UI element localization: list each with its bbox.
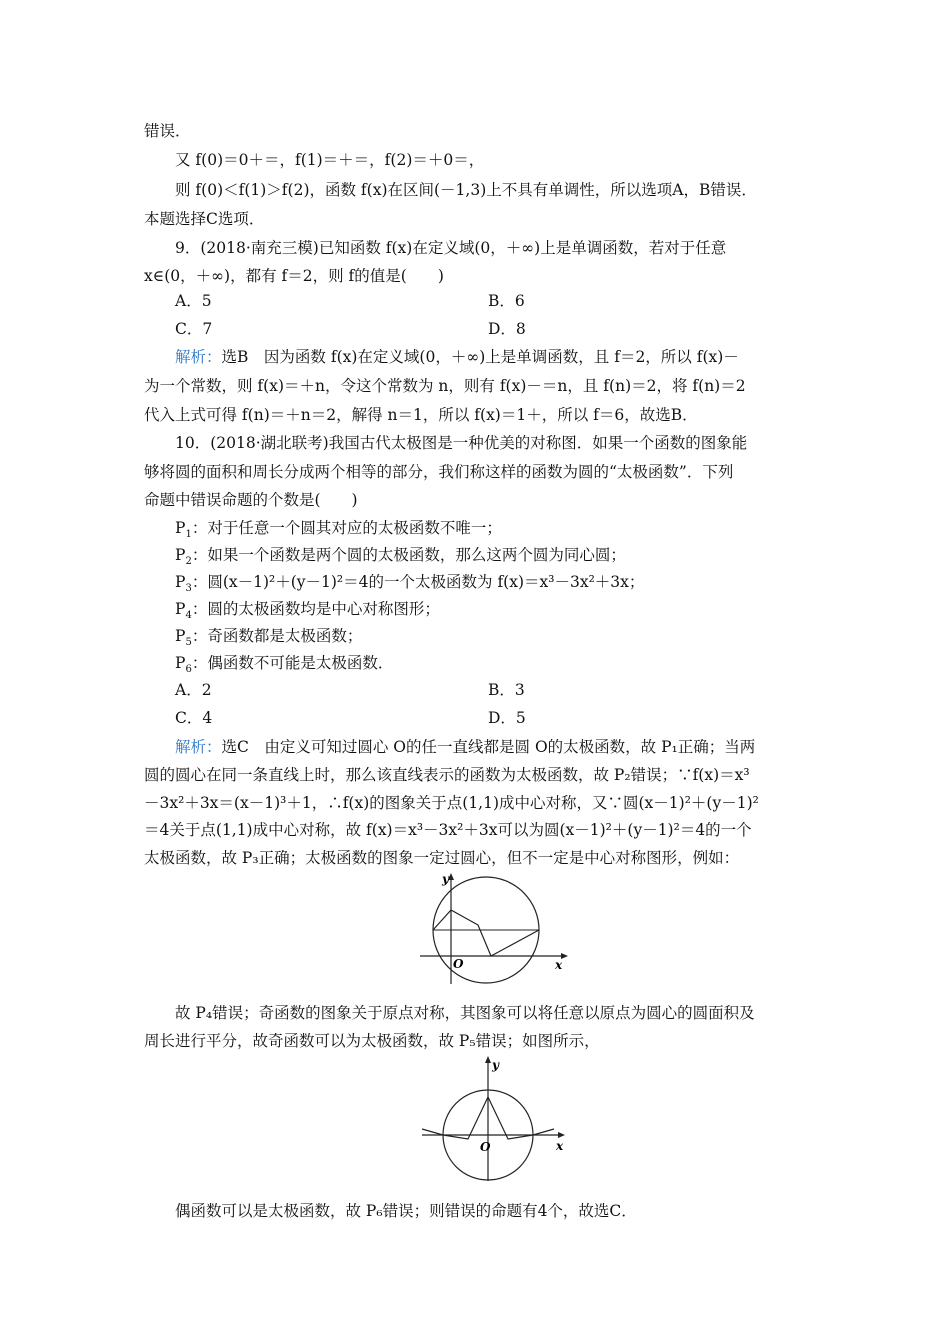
x-label: x [556,1139,564,1153]
option-d: D．8 [488,320,526,338]
text-line: 本题选择C选项． [144,210,265,228]
origin-label: O [480,1140,491,1154]
text-line: 故 P₄错误；奇函数的图象关于原点对称，其图象可以将任意以原点为圆心的圆面积及 [175,1004,755,1022]
text-line: 又 f(0)＝0＋＝，f(1)＝＋＝，f(2)＝＋0＝， [175,151,485,169]
text-line: 周长进行平分，故奇函数可以为太极函数，故 P₅错误；如图所示， [144,1032,600,1050]
text-line: 圆的圆心在同一条直线上时，那么该直线表示的函数为太极函数，故 P₂错误；∵f(x)＝x³ [144,766,750,784]
figure-1 [416,868,576,988]
text-line: 代入上式可得 f(n)＝＋n＝2，解得 n＝1，所以 f(x)＝1＋，所以 f＝6，故选B． [144,406,698,424]
y-label: y [492,1058,499,1072]
proposition-p3: $P_3$：圆(x－1)²＋(y－1)²＝4的一个太极函数为 f(x)＝x³－3x²＋3x； [175,573,645,595]
y-axis-arrow [485,1056,491,1063]
text-line: 偶函数可以是太极函数，故 P₆错误；则错误的命题有4个，故选C． [175,1202,637,1220]
solution-text: 选C 由定义可知过圆心 O的任一直线都是圆 O的太极函数，故 P₁正确；当两 [221,738,756,756]
text-line: ＝4关于点(1,1)成中心对称，故 f(x)＝x³－3x²＋3x可以为圆(x－1)²＋(y－1)²＝4的一个 [144,821,752,839]
option-a: A．2 [175,681,212,699]
text-line: 则 f(0)＜f(1)＞f(2)，函数 f(x)在区间(－1,3)上不具有单调性，所以选项A，B错误． [175,181,757,199]
text-line: x∈(0，＋∞)，都有 f＝2，则 f的值是( ) [144,267,444,285]
proposition-p1: $P_1$：对于任意一个圆其对应的太极函数不唯一； [175,519,502,541]
question-9-stem: 9．(2018·南充三模)已知函数 f(x)在定义域(0，＋∞)上是单调函数，若对于任意 [175,239,727,257]
proposition-p4: $P_4$：圆的太极函数均是中心对称图形； [175,600,440,622]
y-label: y [442,872,449,886]
text-line: 够将圆的面积和周长分成两个相等的部分，我们称这样的函数为圆的“太极函数”．下列 [144,463,734,481]
solution-tag: 解析： [175,738,222,756]
solution-tag: 解析： [175,348,222,366]
function-curve [433,910,539,956]
figure-2-graph [418,1055,573,1183]
x-axis-arrow [558,1132,565,1138]
solution-line [175,347,739,367]
proposition-p6: $P_6$：偶函数不可能是太极函数． [175,654,394,676]
text-line: 命题中错误命题的个数是( ) [144,491,358,509]
option-b: B．6 [488,292,525,310]
text-line: －3x²＋3x＝(x－1)³＋1，∴f(x)的图象关于点(1,1)成中心对称，又∵圆(x－1)²＋(y－1)² [144,794,759,812]
text-line: 错误． [144,122,191,140]
question-10-stem: 10．(2018·湖北联考)我国古代太极图是一种优美的对称图．如果一个函数的图象能 [175,434,748,452]
proposition-p5: $P_5$：奇函数都是太极函数； [175,627,363,649]
option-a: A．5 [175,292,212,310]
text-line: 太极函数，故 P₃正确；太极函数的图象一定过圆心，但不一定是中心对称图形，例如： [144,849,740,867]
solution-text: 选B 因为函数 f(x)在定义域(0，＋∞)上是单调函数，且 f＝2，所以 f(x)－ [221,348,739,366]
text-line: 为一个常数，则 f(x)＝＋n，令这个常数为 n，则有 f(x)－＝n，且 f(n)＝2，将 f(n)＝2 [144,377,746,395]
option-d: D．5 [488,709,526,727]
x-label: x [555,958,563,972]
figure-1-graph [416,868,576,988]
proposition-p2: $P_2$：如果一个函数是两个圆的太极函数，那么这两个圆为同心圆； [175,546,626,568]
figure-2 [418,1055,573,1183]
option-b: B．3 [488,681,525,699]
solution-line [175,737,755,757]
option-c: C．7 [175,320,213,338]
option-c: C．4 [175,709,213,727]
origin-label: O [453,957,464,971]
